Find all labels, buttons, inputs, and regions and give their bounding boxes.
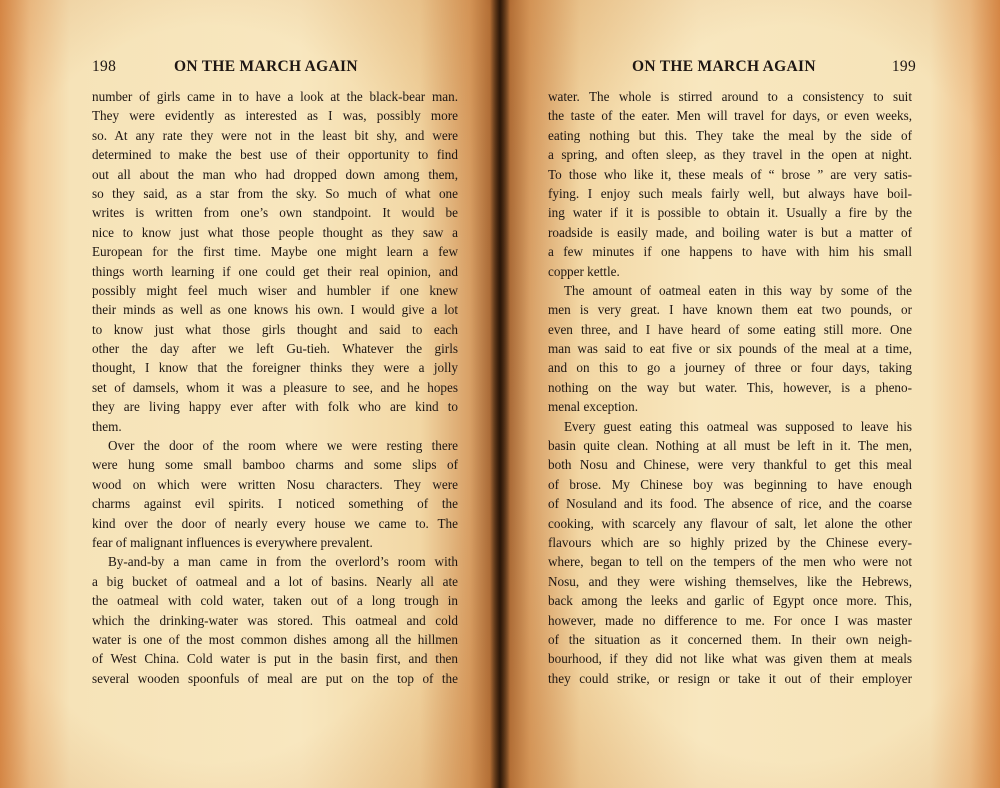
- text-line: which the drinking-water was stored. This oatmeal and cold: [92, 612, 458, 628]
- text-line: ing water if it is possible to obtain it. Usually a fire by the: [548, 205, 912, 221]
- text-line: roadside is easily made, and boiling water is but a matter of: [548, 224, 912, 240]
- right-page: [500, 0, 1000, 788]
- left-page-number: 198: [92, 58, 117, 75]
- text-line: they are living happy ever after with folk who are kind to: [92, 399, 458, 415]
- text-line: however, made no difference to me. For once I was master: [548, 612, 912, 628]
- right-running-head: ON THE MARCH AGAIN: [632, 58, 816, 75]
- text-line: bourhood, if they did not like what was given them at meals: [548, 651, 912, 667]
- text-line: charms against evil spirits. I noticed something of the: [92, 496, 458, 512]
- text-line: copper kettle.: [548, 263, 620, 279]
- text-line: their minds as well as one knows his own. I would give a lot: [92, 302, 458, 318]
- text-line: the oatmeal with cold water, taken out of a long trough in: [92, 593, 458, 609]
- text-line: cooking, with scarcely any flavour of salt, let alone the other: [548, 515, 912, 531]
- text-line: menal exception.: [548, 399, 639, 415]
- text-line: nice to know just what those people thought as they saw a: [92, 224, 458, 240]
- text-line: fear of malignant influences is everywhere prevalent.: [92, 534, 373, 550]
- text-line: the taste of the eater. Men will travel for days, or even weeks,: [548, 108, 912, 124]
- left-running-head: ON THE MARCH AGAIN: [174, 58, 358, 75]
- text-line: thought, I know that the foreigner thinks they were a jolly: [92, 360, 458, 376]
- text-line: of the situation as it concerned them. In their own neigh-: [548, 631, 912, 647]
- right-page-body: [548, 87, 912, 688]
- text-line: Every guest eating this oatmeal was supposed to leave his: [564, 418, 912, 434]
- text-line: of brose. My Chinese boy was beginning to have enough: [548, 476, 912, 492]
- text-line: writes is written from one’s own standpoint. It would be: [92, 205, 458, 221]
- left-page-body: [92, 87, 458, 688]
- text-line: man was said to eat five or six pounds of the meal at a time,: [548, 341, 912, 357]
- text-line: several wooden spoonfuls of meal are put on the top of the: [92, 670, 458, 686]
- text-line: to know just what those girls thought and said to each: [92, 321, 458, 337]
- text-line: them.: [92, 418, 122, 434]
- text-line: where, began to tell on the tempers of the men who were not: [548, 554, 912, 570]
- text-line: possibly might feel much wiser and humbler if one knew: [92, 282, 458, 298]
- text-line: determined to make the best use of their opportunity to find: [92, 147, 458, 163]
- text-line: things worth learning if one could get their real opinion, and: [92, 263, 458, 279]
- book-spine: [490, 0, 510, 788]
- text-line: European for the first time. Maybe one might learn a few: [92, 244, 458, 260]
- text-line: Over the door of the room where we were resting there: [108, 438, 458, 454]
- text-line: and on this to go a journey of three or four days, taking: [548, 360, 912, 376]
- text-line: Nosu, and they were wishing themselves, like the Hebrews,: [548, 573, 912, 589]
- text-line: water. The whole is stirred around to a consistency to suit: [548, 89, 912, 104]
- text-line: To those who like it, these meals of “ brose ” are very satis-: [548, 166, 912, 182]
- text-line: fying. I enjoy such meals fairly well, but always have boil-: [548, 185, 912, 201]
- text-line: a few minutes if one happens to have with him his small: [548, 244, 912, 260]
- text-line: out all about the man who had dropped down among them,: [92, 166, 458, 182]
- text-line: of Nosuland and its food. The absence of rice, and the coarse: [548, 496, 912, 512]
- right-page-number: 199: [891, 58, 916, 75]
- text-line: set of damsels, whom it was a pleasure to see, and he hopes: [92, 379, 458, 395]
- text-line: kind over the door of nearly every house we came to. The: [92, 515, 458, 531]
- text-line: basin quite clean. Nothing at all must be left in it. The men,: [548, 438, 912, 454]
- text-line: They were evidently as interested as I was, possibly more: [92, 108, 458, 124]
- text-line: they could strike, or resign or take it out of their employer: [548, 670, 912, 686]
- text-line: both Nosu and Chinese, were very thankful to get this meal: [548, 457, 912, 473]
- text-line: were hung some small bamboo charms and some slips of: [92, 457, 458, 473]
- text-line: number of girls came in to have a look at the black-bear man.: [92, 89, 458, 104]
- text-line: even three, and I have heard of some eating still more. One: [548, 321, 912, 337]
- text-line: back among the leeks and garlic of Egypt once more. This,: [548, 593, 912, 609]
- text-line: a spring, and often sleep, as they travel in the open at night.: [548, 147, 912, 163]
- text-line: of West China. Cold water is put in the basin first, and then: [92, 651, 458, 667]
- text-line: men is very great. I have known them eat two pounds, or: [548, 302, 912, 318]
- text-line: flavours which are so highly prized by the Chinese every-: [548, 534, 912, 550]
- text-line: a big bucket of oatmeal and a lot of basins. Nearly all ate: [92, 573, 458, 589]
- text-line: nothing on the way but water. This, however, is a pheno-: [548, 379, 912, 395]
- text-line: eating nothing but this. They take the meal by the side of: [548, 127, 912, 143]
- text-line: water is one of the most common dishes among all the hillmen: [92, 631, 458, 647]
- text-line: so they said, as a star from the sky. So much of what one: [92, 185, 458, 201]
- text-line: wood on which were written Nosu characters. They were: [92, 476, 458, 492]
- text-line: By-and-by a man came in from the overlord’s room with: [108, 554, 458, 570]
- text-line: so. At any rate they were not in the least bit shy, and were: [92, 127, 458, 143]
- text-line: The amount of oatmeal eaten in this way by some of the: [564, 282, 912, 298]
- text-line: other the day after we left Gu-tieh. Whatever the girls: [92, 341, 458, 357]
